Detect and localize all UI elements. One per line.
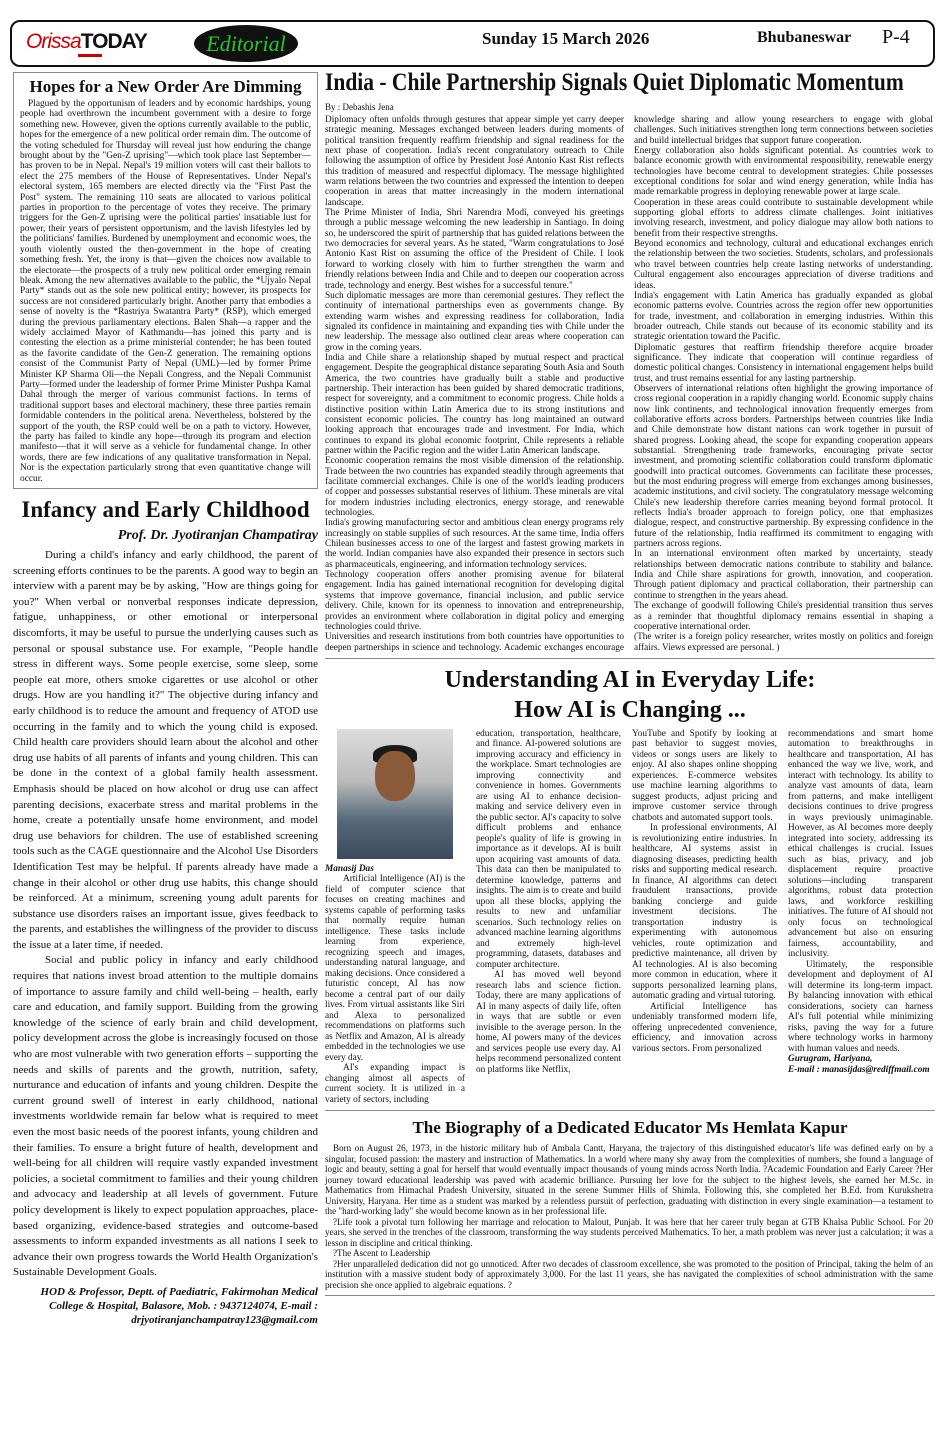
paragraph: The Prime Minister of India, Shri Narendra Modi, conveyed his greetings through a public message welcoming the new leadership in Santiago. In doing so, he underscored the spirit of partnership that has guided relations between the two democracies for several years. As he stated, "Warm congratulations to José Antonio Kast Rist on assuming the office of the President of Chile. I look forward to working closely with him to further strengthen the warm and friendly relations between India and Chile and to deepen our cooperation across trade, technology and energy. Best wishes for a successful tenure." <box>325 208 624 291</box>
paragraph: (The writer is a foreign policy researcher, writes mostly on politics and foreign affairs. Views expressed are personal. ) <box>634 632 933 653</box>
paragraph: Social and public policy in infancy and early childhood requires that nations invest broad attention to the multiple domains of importance to assure family and child well-being – health, early care and education, and family support. Building from the growing knowledge of the science of early brain and child development, policy development across the globe is increasingly focused on those who are most vulnerable with two generation efforts – supporting the needs and skills of parents and the growth, nutrition, safety, nurturance and education of infants and young children. Despite the current ground swell of interest in early childhood, national investments worldwide remain far below what is required to meet even the most basic needs of the poorest infants, young children and their families. To ensure a bright future of health, development and well-being for all children will require vastly expanded investment policies, a societal commitment to families and their young children and advocacy and leadership at all levels of government. Future policy development is likely to expect population approaches, place-based organizing, evidence-based strategies and outcome-based assessments to inform expanded investments as all nations I seek to advance their own progress towards the World Health Organization's Sustainable Development Goals. <box>13 954 318 1279</box>
paragraph: AI has moved well beyond research labs and science fiction. Today, there are many applications of AI in many aspects of daily life, often in ways that are subtle or even invisible to the average person. In the home, AI powers many of the devices and services people use every day. AI helps recommend personalized content on platforms like Netflix, <box>476 970 621 1075</box>
ai-author: Manasij Das <box>325 863 374 874</box>
logo-text-b: TODAY <box>80 30 147 53</box>
left-column <box>13 72 318 1327</box>
section-badge: Editorial <box>194 25 298 62</box>
infancy-body <box>13 548 318 1281</box>
divider <box>325 658 935 659</box>
paragraph: ?Life took a pivotal turn following her marriage and relocation to Malout, Punjab. It was here that her career truly began at GTB Khalsa Public School. For 20 years, she served in the trenches of the classroom, transforming the way students perceived Mathematics. To her, a math problem was never just a calculation; it was a lesson in discipline and critical thinking. <box>325 1216 933 1248</box>
paragraph: Beyond economics and technology, cultural and educational exchanges enrich the relationship between the two societies. Students, scholars, and professionals who travel between countries help create lasting networks of understanding. Cultural engagement also encourages appreciation of diverse traditions and ideas. <box>634 239 933 291</box>
paragraph: During a child's infancy and early childhood, the parent of screening efforts continues to be the parents. A good way to begin an interview with a parent may be by asking, "How are things going for you?" When verbal or nonverbal responses indicate depression, fatigue, unhappiness, or other emotional or interpersonal discomforts, it may be useful to pursue the underlying causes such as personal or spousal substance use. For example, "People handle stress in different ways. Some people exercise, some sleep, some people eat more, others smoke cigarettes or use alcohol or other drugs. How are you handling it?" The objective during infancy and early childhood is to reduce the amount and frequency of ATOD use occurring in the family and to which the young child is exposed. Child health care providers should learn about the alcohol and other drug use habits of all parents of infants and young children. This can be done in the context of a global family health assessment. Emphasis should be placed on how alcohol or drug use can affect parenting decisions, exacerbate stress and marital problems in the home, create a potentially unsafe home environment, and model drug use behaviors for children. The use of established screening tools such as the CAGE questionnaire and the Alcohol Use Disorders Identification Test may be helpful. If parents already have made a change in their alcohol or other drug use habits, this change should be reinforced. At a minimum, screening young adult parents for substance use disorders raises an important issue, gives feedback to the parents, and establishes the willingness of the provider to discuss the issue at a later time, if needed. <box>13 549 318 951</box>
divider <box>325 1110 935 1111</box>
paragraph: The exchange of goodwill following Chile's presidential transition thus serves as a reminder that thoughtful diplomacy remains essential in shaping a cooperative international order. <box>634 601 933 632</box>
paragraph: Artificial Intelligence has undeniably transformed modern life, offering unprecedented convenience, efficiency, and innovation across various sectors. From personalized <box>632 1001 777 1054</box>
paragraph: Diplomacy often unfolds through gestures that appear simple yet carry deeper strategic meaning. Messages exchanged between leaders during moments of political transition frequently reaffirm friendship and signal readiness for the next phase of cooperation. India's recent congratulatory outreach to Chile following the assumption of office by President José Antonio Kast Rist reflects this tradition of measured and respectful diplomacy. The message highlighted warm relations between the two countries and expressed the intention to deepen cooperation in areas that matter increasingly in the modern international landscape. <box>325 115 624 208</box>
paragraph: ?Her unparalleled dedication did not go unnoticed. After two decades of classroom excellence, she was promoted to the position of Principal, taking the helm of an institution with a massive student body of approximately 3,000. For the last 11 years, she has navigated the complexities of school administration with the same precision she once applied to algebraic equations. ? <box>325 1258 933 1290</box>
masthead <box>10 20 935 67</box>
paragraph: India's engagement with Latin America has gradually expanded as global economic patterns evolve. Countries across the region offer new opportunities for trade, investment, and collaboration in emerging industries. Within this broader outreach, Chile stands out because of its economic stability and its strategic orientation toward the Pacific. <box>634 290 933 343</box>
logo-text-a: Orissa <box>26 30 81 53</box>
hopes-body: Plagued by the opportunism of leaders and by economic hardships, young people had overthrown the incumbent government with a desire to forge something new. However, given the options currently available to the public, hopes for the emergence of a new political order remain dim. The outcome of the voting scheduled for Thursday will reveal just how enduring the change brought about by the "Gen-Z uprising"—which took place last September—has proven to be in Nepal. Nepal's 19 million voters will cast their ballots to elect the 275 members of the House of Representatives. Under Nepal's electoral system, 165 members are elected directly via the "First Past the Post" system. The remaining 110 seats are allocated to various political parties in proportion to the percentage of votes they receive. The primary triggers for the Gen-Z uprising were the political parties' insatiable lust for power, their years of persistent opportunism, and the lavish lifestyles led by the politicians' families. Burdened by unemployment and economic woes, the youth violently ousted the then-government in the hope of creating something fresh. Yet, the irony is that—given the choices now available to the electorate—the prospects of a truly new political order emerging remain bleak. Among the new alternatives available to the public, the *Ujyalo Nepal Party* stands out as the sole new political entity; however, its prospects for success are not considered particularly bright. Another party that embodies a sense of novelty is the *Rastriya Swatantra Party* (RSP), which emerged during the previous parliamentary elections. Balen Shah—a rapper and the widely acclaimed Mayor of Kathmandu—has joined this party and is contesting the election as a prime ministerial contender; he has been touted as the favorite candidate of the Gen-Z generation. The remaining options consist of the Communist Party of Nepal (UML)—led by former Prime Minister KP Sharma Oli—the Nepali Congress, and the Nepali Communist Party—formed under the leadership of former Prime Minister Pushpa Kamal Dahal through the merger of various communist factions. In terms of traditional support bases and electoral machinery, these three parties remain formidable contenders in the political arena. Nevertheless, bolstered by the support of the youth, the RSP could well be on a path to victory. However, the party has failed to kindle any hope—through its program and election manifesto—that it will serve as a vehicle for fundamental change. In other words, there are few indications of any qualitative transformation in Nepal. Nor is the expectation particularly strong that even quantitative change will occur. <box>20 99 311 484</box>
ai-title-line1: Understanding AI in Everyday Life: <box>444 666 816 693</box>
paragraph: Such diplomatic messages are more than ceremonial gestures. They reflect the continuity of international partnerships even as governments change. By extending warm wishes and expressing readiness for collaboration, India signaled its confidence in maintaining and expanding ties with Chile under the new leadership. The message also outlined clear areas where cooperation can grow in the coming years. <box>325 290 624 353</box>
author-photo <box>337 729 453 859</box>
paragraph: Born on August 26, 1973, in the historic military hub of Ambala Cantt, Haryana, the trajectory of this distinguished educator's life was defined early on by a singular, focused passion: the mastery and instruction of Mathematics. In a world where many shy away from the complexities of numbers, she found a language of logic and beauty, setting a goal for herself that would eventually impact thousands of young minds across North India. ?Academic Foundation and Early Career ?Her journey toward educational leadership was paved with academic brilliance. Pursuing her love for the subject to the highest levels, she earned her M.Sc. in Mathematics from Himachal Pradesh University, situated in the serene Summer Hills of Shimla. Following this, she completed her B.Ed. from Kurukshetra University, Haryana. Her time as a student was marked by a relentless pursuit of perfection, graduating with distinction in every single examination—a testament to the "hard-working lady" she would become known as in her professional life. <box>325 1143 933 1217</box>
paragraph: Diplomatic gestures that reaffirm friendship therefore acquire broader significance. They indicate that cooperation will continue regardless of domestic political changes. Consistency in international engagement helps build trust, and trust remains essential for any lasting partnership. <box>634 342 933 384</box>
ai-column-1 <box>325 729 465 1106</box>
paragraph: AI's expanding impact is changing almost all aspects of current society. It is utilized in a variety of sectors, including <box>325 1063 465 1105</box>
bio-title: The Biography of a Dedicated Educator Ms Hemlata Kapur <box>412 1118 848 1138</box>
ai-column-4 <box>788 729 933 1106</box>
infancy-title: Infancy and Early Childhood <box>21 497 310 523</box>
ai-column-2 <box>476 729 621 1106</box>
ai-column-3 <box>632 729 777 1106</box>
paragraph: Universities and research institutions from both countries have opportunities to deepen partnerships in science and technology. Academic exchanges encourage knowledge sharing and allow young researchers to engage with global challenges. Such initiatives strengthen long term connections between societies and build intellectual bridges that support future cooperation. <box>325 115 933 653</box>
paragraph: India and Chile share a relationship shaped by mutual respect and practical engagement. Despite the geographical distance separating South Asia and South America, the two countries have gradually built a stable and productive partnership. Their interaction has been guided by shared democratic traditions, respect for sovereignty, and a commitment to economic progress. Chile holds a distinctive position within Latin America due to its strong institutions and consistent economic policies. The country has long maintained an outward looking approach that encourages trade and investment. For India, which continues to expand its global economic footprint, Chile represents a reliable partner within the Pacific region and the wider Latin American landscape. <box>325 352 624 456</box>
divider <box>325 1295 935 1296</box>
india-chile-title: India - Chile Partnership Signals Quiet Diplomatic Momentum <box>325 69 904 96</box>
paragraph: recommendations and smart home automation to breakthroughs in healthcare and transportation, AI has enhanced the way we live, work, and interact with technology. Its ability to analyze vast amounts of data, learn from patterns, and make intelligent decisions continues to drive progress in ways previously unimaginable. However, as AI becomes more deeply integrated into society, addressing its ethical challenges is crucial. Issues such as bias, privacy, and job displacement require proactive solutions—including transparent algorithms, robust data protection laws, and workforce reskilling initiatives. The future of AI should not only focus on technological advancement but also on ensuring fairness, accountability, and inclusivity. <box>788 728 933 960</box>
page-number: P-4 <box>882 26 910 48</box>
paragraph: Technology cooperation offers another promising avenue for bilateral engagement. India has gained international recognition for developing digital systems that improve governance, financial inclusion, and public service delivery. Chile, known for its openness to innovation and entrepreneurship, provides an environment where collaboration in digital policy and emerging technologies could thrive. <box>325 570 624 632</box>
paragraph: Observers of international relations often highlight the growing importance of cross regional cooperation in a rapidly changing world. Economic supply chains now link continents, and technological innovation frequently emerges from collaborative efforts across borders. Partnerships between countries like India and Chile demonstrate how distant nations can work together in pursuit of shared progress. Looking ahead, the scope for expanding cooperation appears substantial. Strengthening trade frameworks, encouraging private sector investment, and promoting scientific collaboration could transform diplomatic goodwill into practical outcomes. Governments can facilitate these processes, but the most enduring progress will emerge from exchanges among businesses, academic institutions, and civil society. The congratulatory message welcoming Chile's new leadership therefore carries meaning beyond formal protocol. It reflects India's broader approach to foreign policy, one that emphasizes dialogue, respect, and constructive partnership. By expressing confidence in the future of the relationship, India reaffirmed its commitment to engaging with partners across regions. <box>634 383 933 550</box>
edition-city: Bhubaneswar <box>757 29 852 46</box>
bio-body <box>325 1143 933 1290</box>
paragraph: In an international environment often marked by uncertainty, steady relationships between democratic nations contribute to stability and balance. India and Chile share aspirations for growth, innovation, and cooperation. Through patient diplomacy and practical collaboration, their partnership can continue to strengthen in the years ahead. <box>634 549 933 601</box>
paragraph: Energy collaboration also holds significant potential. As countries work to balance economic growth with environmental responsibility, renewable energy technologies have become central to development strategies. Chile possesses exceptional conditions for solar and wind energy generation, while India has made remarkable progress in deploying renewable power at large scale. <box>634 146 933 198</box>
paragraph: In professional environments, AI is revolutionizing entire industries. In healthcare, AI systems assist in diagnosing diseases, predicting health risks and supporting medical research. In finance, AI algorithms can detect fraudulent transactions, provide banking concierge and guide investment decisions. The transportation industry is experimenting with autonomous vehicles, route optimization and predictive maintenance, all driven by AI technologies. AI is also becoming more common in education, where it supports personalized learning plans, automatic grading and virtual tutoring. <box>632 823 777 1002</box>
right-column <box>325 67 935 1296</box>
ai-columns <box>325 729 935 1106</box>
india-chile-byline: By : Debashis Jena <box>325 102 394 112</box>
ai-place: Gurugram, Hariyana, <box>788 1054 873 1065</box>
paragraph: ?The Ascent to Leadership <box>333 1248 431 1259</box>
issue-date: Sunday 15 March 2026 <box>482 29 650 48</box>
hopes-article <box>13 72 318 489</box>
paragraph: Ultimately, the responsible development and deployment of AI will determine its long-term impact. By balancing innovation with ethical considerations, society can harness AI's full potential while minimizing risks, paving the way for a future where technology works in harmony with human values and needs. <box>788 959 933 1054</box>
paragraph: Economic cooperation remains the most visible dimension of the relationship. Trade between the two countries has expanded steadily through agreements that facilitate commercial exchanges. Chile is one of the world's leading producers of copper and possesses substantial reserves of lithium. These minerals are vital for modern industries including electronics, energy storage, and renewable technologies. <box>325 456 624 519</box>
india-chile-body <box>325 115 933 653</box>
paragraph: Cooperation in these areas could contribute to sustainable development while supporting global efforts to address climate challenges. Joint initiatives involving research, investment, and policy dialogue may allow both nations to benefit from their respective strengths. <box>634 197 933 239</box>
ai-title-line2: How AI is Changing ... <box>514 696 746 723</box>
hopes-title: Hopes for a New Order Are Dimming <box>29 77 302 96</box>
paragraph: YouTube and Spotify by looking at past behavior to suggest movies, videos or songs users are likely to enjoy. AI also shapes online shopping experiences. E-commerce websites use machine learning algorithms to suggest products, adjust pricing and improve customer service through chatbots and automated support tools. <box>632 728 777 823</box>
infancy-author: Prof. Dr. Jyotiranjan Champatiray <box>117 528 318 544</box>
paragraph: India's growing manufacturing sector and ambitious clean energy programs rely increasingly on stable supplies of such resources. At the same time, India offers Chilean businesses access to one of the largest and fastest growing markets in the world. Indian companies have also expanded their presence in sectors such as pharmaceuticals, engineering, and information technology services. <box>325 518 624 570</box>
ai-title <box>325 665 935 725</box>
infancy-footer: HOD & Professor, Deptt. of Paediatric, Fakirmohan Medical College & Hospital, Balasore, Mob. : 9437124074, E-mail : drjyotiranjanchampatray123@gmail.com <box>40 1285 318 1326</box>
ai-email: E-mail : manasijdas@rediffmail.com <box>788 1064 930 1075</box>
paragraph: education, transportation, healthcare, and finance. AI-powered solutions are improving accuracy and efficiency in the workplace. Smart technologies are improving connectivity and convenience in homes. Governments are using AI to enhance decision-making and service delivery even in the public sector. AI's capacity to solve difficult problems and enhance people's quality of life is growing in importance as it develops. AI is built upon acquiring vast amounts of data. This data can then be manipulated to determine knowledge, patterns and insights. The aim is to create and build upon all these blocks, applying the results to new and unfamiliar scenarios. Such technology relies on advanced machine learning algorithms and extremely high-level programming, datasets, databases and computer architecture. <box>476 728 621 970</box>
logo <box>26 30 147 54</box>
paragraph: Artificial Intelligence (AI) is the field of computer science that focuses on creating machines and systems capable of performing tasks that normally require human intelligence. These tasks include learning from experience, recognizing speech and images, understanding natural language, and making decisions. Once considered a futuristic concept, AI has now become a central part of our daily lives. From virtual assistants like Siri and Alexa to personalized recommendations on platforms such as Netflix and Amazon, AI is already embedded in the technologies we use every day. <box>325 874 465 1063</box>
